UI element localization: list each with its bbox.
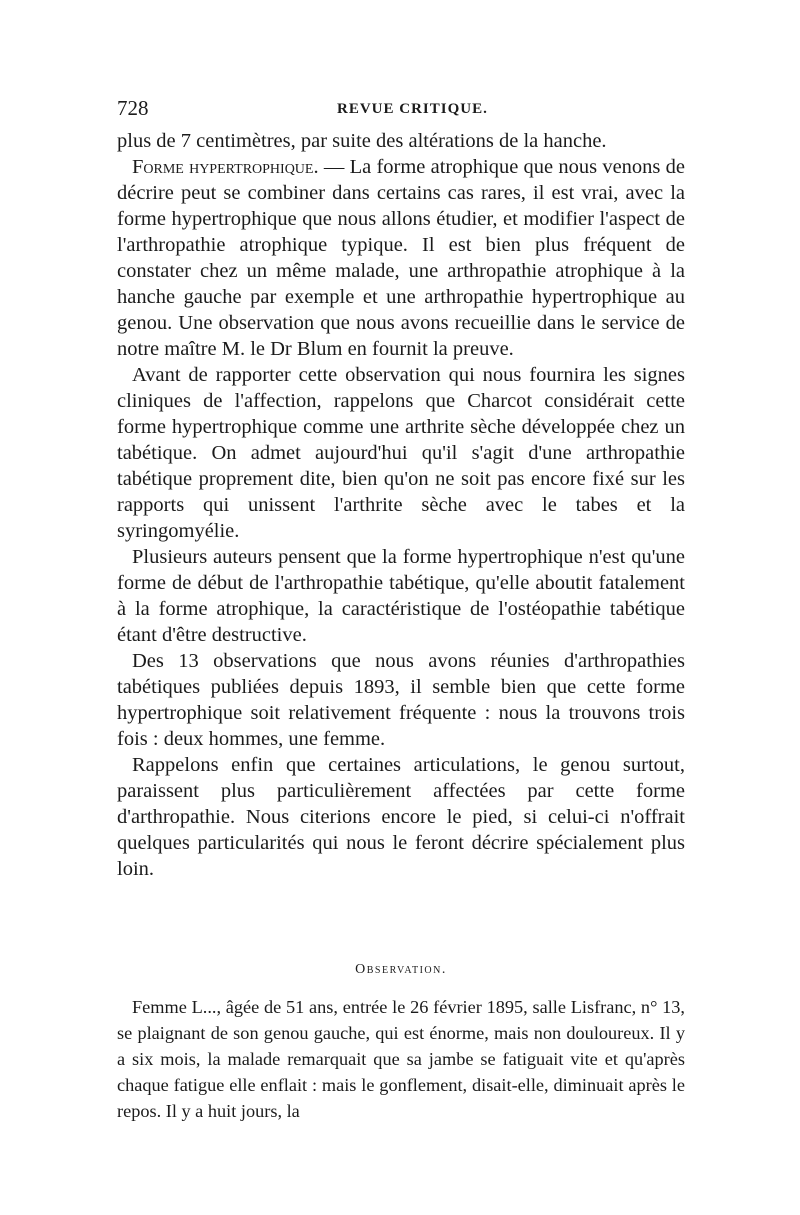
- observation-paragraph: Femme L..., âgée de 51 ans, entrée le 26 février 1895, salle Lisfranc, n° 13, se plaignant de son genou gauche, qui est énorme, mais non douloureux. Il y a six mois, la malade remarquait que sa jambe se fatiguait vite et qu'après chaque fatigue elle enflait : mais le gonflement, disait-elle, diminuait après le repos. Il y a huit jours, la: [117, 997, 685, 1121]
- section-heading: Forme hypertrophique.: [132, 156, 319, 178]
- paragraph: Avant de rapporter cette observation qui nous fournira les signes cliniques de l'affection, rappelons que Charcot considérait cette forme hypertrophique comme une arthrite sèche développée chez un tabétique. On admet aujourd'hui qu'il s'agit d'une arthropathie tabétique proprement dite, bien qu'on ne soit pas encore fixé sur les rapports qui unissent l'arthrite sèche avec le tabes et la syringomyélie.: [117, 364, 685, 542]
- observation-title: Observation.: [355, 962, 447, 977]
- paragraph-forme-hypertrophique: [117, 154, 685, 362]
- observation-body: [117, 994, 685, 1124]
- observation-heading: [117, 962, 685, 978]
- paragraph: Des 13 observations que nous avons réunies d'arthropathies tabétiques publiées depuis 1893, il semble bien que cette forme hypertrophique soit relativement fréquente : nous la trouvons trois fois : deux hommes, une femme.: [117, 650, 685, 750]
- paragraph: Rappelons enfin que certaines articulations, le genou surtout, paraissent plus particulièrement affectées par cette forme d'arthropathie. Nous citerions encore le pied, si celui-ci n'offrait quelques particularités qui nous le feront décrire spécialement plus loin.: [117, 754, 685, 880]
- paragraph-text: — La forme atrophique que nous venons de décrire peut se combiner dans certains cas rares, il est vrai, avec la forme hypertrophique que nous allons étudier, et modifier l'aspect de l'arthropathie atrophique typique. Il est bien plus fréquent de constater chez un même malade, une arthropathie atrophique à la hanche gauche par exemple et une arthropathie hypertrophique au genou. Une observation que nous avons recueillie dans le service de notre maître M. le Dr Blum en fournit la preuve.: [117, 156, 685, 360]
- page-header: [117, 96, 685, 126]
- running-title: REVUE CRITIQUE.: [337, 101, 488, 117]
- page-number: 728: [117, 96, 149, 120]
- paragraph: plus de 7 centimètres, par suite des altérations de la hanche.: [117, 130, 607, 152]
- article-body: [117, 128, 685, 882]
- paragraph: Plusieurs auteurs pensent que la forme hypertrophique n'est qu'une forme de début de l'arthropathie tabétique, qu'elle aboutit fatalement à la forme atrophique, la caractéristique de l'ostéopathie tabétique étant d'être destructive.: [117, 546, 685, 646]
